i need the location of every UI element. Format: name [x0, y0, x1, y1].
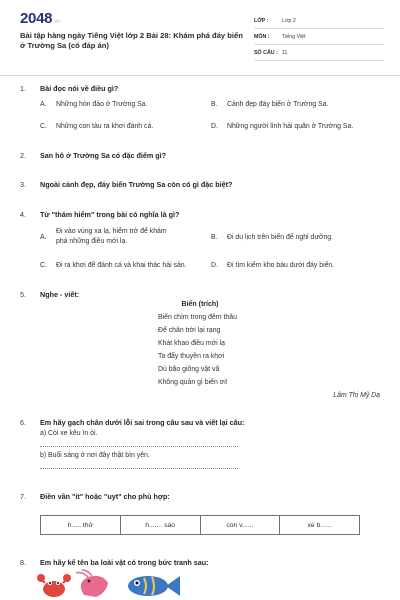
- sub-question-a: a) Còi xe kêu ìn ỏi.: [40, 430, 98, 437]
- poem-line: Khát khao điều mới lạ: [158, 340, 225, 347]
- question-text: Bài đọc nói về điều gì?: [40, 84, 119, 93]
- option-text: Những hòn đảo ở Trường Sa.: [56, 101, 148, 108]
- fish-icon: [128, 576, 180, 596]
- meta-value: Lớp 2: [282, 17, 296, 24]
- option-letter: A.: [40, 101, 47, 108]
- option-4d[interactable]: [211, 262, 334, 269]
- poem-line: Để chân trời lại rạng: [158, 327, 221, 334]
- option-text: Những người lính hải quân ở Trường Sa.: [227, 123, 354, 130]
- fill-cell[interactable]: h..... thở: [41, 516, 121, 534]
- option-1c[interactable]: [40, 123, 153, 130]
- question-text: Em hãy gạch chân dưới lỗi sai trong câu sau và viết lại câu:: [40, 418, 245, 427]
- answer-line[interactable]: [40, 468, 238, 469]
- fill-cell[interactable]: con v......: [201, 516, 281, 534]
- question-number: 5.: [20, 290, 26, 299]
- logo-number: 2048: [20, 10, 53, 27]
- meta-row-count: [254, 45, 384, 61]
- site-logo[interactable]: [20, 10, 60, 27]
- option-letter: C.: [40, 123, 47, 130]
- poem-line: Biển chìm trong đêm thâu: [158, 314, 237, 321]
- fill-cell[interactable]: h....... sáo: [121, 516, 201, 534]
- option-letter: B.: [211, 101, 218, 108]
- option-1b[interactable]: [211, 101, 328, 108]
- option-text: Đi tìm kiếm kho báu dưới đáy biển.: [227, 262, 335, 269]
- question-number: 6.: [20, 418, 26, 427]
- question-number: 7.: [20, 492, 26, 501]
- logo-tld: .vn: [53, 19, 61, 25]
- sub-question-b: b) Buổi sáng ở nơi đây thật bìn yên.: [40, 452, 150, 459]
- option-text: Đi ra khơi để đánh cá và khai thác hải sản.: [56, 262, 187, 269]
- question-number: 3.: [20, 180, 26, 189]
- fill-in-table: [40, 515, 360, 535]
- question-number: 1.: [20, 84, 26, 93]
- document-header: [0, 0, 400, 76]
- option-text: Đi vào vùng xa lạ, hiểm trở để khám phá những điều mới lạ.: [56, 228, 167, 245]
- question-number: 4.: [20, 210, 26, 219]
- option-4c[interactable]: [40, 262, 187, 269]
- shrimp-icon: [76, 570, 108, 597]
- meta-value: Tiếng Việt: [282, 33, 306, 40]
- option-1a[interactable]: [40, 101, 147, 108]
- poem-title: Biển (trích): [181, 301, 219, 308]
- question-text: Từ "thám hiểm" trong bài có nghĩa là gì?: [40, 210, 180, 219]
- question-text: Điền vần "it" hoặc "uyt" cho phù hợp:: [40, 492, 170, 501]
- question-number: 8.: [20, 558, 26, 567]
- meta-key: MÔN :: [254, 33, 270, 40]
- meta-key: SỐ CÂU :: [254, 49, 278, 56]
- question-text: San hô ở Trường Sa có đặc điểm gì?: [40, 151, 167, 160]
- crab-icon: [37, 574, 71, 597]
- fill-cell[interactable]: xe b......: [307, 521, 332, 529]
- meta-table: [254, 13, 384, 61]
- poem-author: Lâm Thị Mỹ Dạ: [333, 392, 380, 399]
- question-text: Em hãy kể tên ba loài vật có trong bức tranh sau:: [40, 558, 209, 567]
- question-number: 2.: [20, 151, 26, 160]
- option-letter: D.: [211, 123, 218, 130]
- document-title: Bài tập hàng ngày Tiếng Việt lớp 2 Bài 28: Khám phá đáy biển ở Trường Sa (có đáp án): [20, 31, 243, 51]
- animal-picture: [36, 569, 196, 600]
- option-4b[interactable]: [211, 234, 333, 241]
- meta-value: 11: [282, 49, 288, 56]
- meta-key: LỚP :: [254, 17, 269, 24]
- option-1d[interactable]: [211, 123, 353, 130]
- option-letter: A.: [40, 233, 47, 241]
- question-text: Nghe - viết:: [40, 290, 80, 299]
- option-text: Đi du lịch trên biển để nghỉ dưỡng.: [227, 234, 334, 241]
- option-letter: C.: [40, 262, 47, 269]
- option-4a[interactable]: [40, 227, 176, 247]
- poem-line: Không quản gì biển ơi!: [158, 379, 228, 386]
- question-text: Ngoài cảnh đẹp, đáy biển Trường Sa còn có gì đặc biệt?: [40, 180, 233, 189]
- meta-row-subject: [254, 29, 384, 45]
- option-letter: B.: [211, 234, 218, 241]
- poem-line: Ta đẩy thuyền ra khơi: [158, 353, 225, 360]
- meta-row-grade: [254, 13, 384, 29]
- option-letter: D.: [211, 262, 218, 269]
- poem-line: Dù bão giông vật vã: [158, 366, 220, 373]
- option-text: Những con tàu ra khơi đánh cá.: [56, 123, 154, 130]
- option-text: Cảnh đẹp đáy biển ở Trường Sa.: [227, 101, 329, 108]
- answer-line[interactable]: [40, 446, 238, 447]
